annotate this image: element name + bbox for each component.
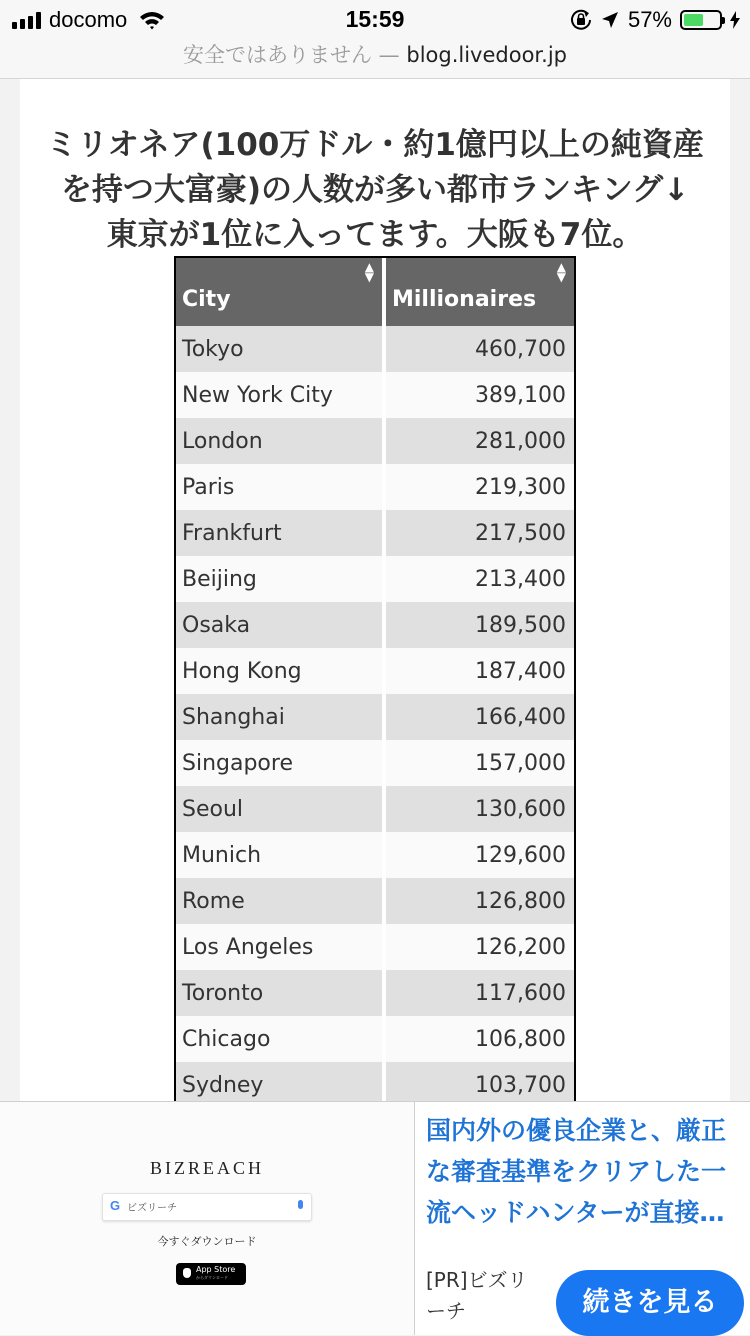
- millionaires-cell: 117,600: [384, 970, 574, 1016]
- table-row: [176, 464, 574, 510]
- heading-line: ミリオネア(100万ドル・約1億円以上の純資産: [46, 127, 704, 163]
- millionaires-cell: 219,300: [384, 464, 574, 510]
- article-heading: [30, 123, 720, 258]
- google-icon: G: [110, 1198, 121, 1213]
- table-row: [176, 510, 574, 556]
- app-store-badge[interactable]: [176, 1263, 246, 1285]
- city-cell: Rome: [176, 878, 384, 924]
- city-cell: Paris: [176, 464, 384, 510]
- app-store-label: App Store: [196, 1265, 236, 1274]
- apple-icon: [183, 1268, 191, 1278]
- table-row: [176, 924, 574, 970]
- millionaires-cell: 129,600: [384, 832, 574, 878]
- url-domain: blog.livedoor.jp: [406, 43, 567, 67]
- battery-icon: [680, 10, 722, 30]
- ad-search-text: ビズリーチ: [127, 1203, 177, 1214]
- article-content: [20, 79, 730, 1101]
- millionaires-cell: 213,400: [384, 556, 574, 602]
- city-cell: Toronto: [176, 970, 384, 1016]
- table-row: [176, 832, 574, 878]
- table-row: [176, 418, 574, 464]
- millionaires-cell: 126,800: [384, 878, 574, 924]
- microphone-icon: [298, 1200, 303, 1209]
- millionaires-cell: 126,200: [384, 924, 574, 970]
- city-cell: Los Angeles: [176, 924, 384, 970]
- millionaires-table: [174, 256, 576, 1101]
- millionaires-cell: 103,700: [384, 1062, 574, 1101]
- city-cell: London: [176, 418, 384, 464]
- millionaires-cell: 281,000: [384, 418, 574, 464]
- millionaires-cell: 166,400: [384, 694, 574, 740]
- city-cell: Chicago: [176, 1016, 384, 1062]
- city-cell: Osaka: [176, 602, 384, 648]
- table-row: [176, 372, 574, 418]
- battery-level-fill: [684, 14, 703, 26]
- city-cell: New York City: [176, 372, 384, 418]
- table-row: [176, 970, 574, 1016]
- ad-sponsor: [PR]ビズリーチ: [426, 1268, 528, 1323]
- location-arrow-icon: [600, 10, 620, 30]
- insecure-warning: 安全ではありません —: [183, 43, 400, 67]
- sort-icon[interactable]: ▲ ▼: [556, 260, 566, 284]
- battery-percentage: 57%: [627, 7, 672, 32]
- table-row: [176, 740, 574, 786]
- download-caption: 今すぐダウンロード: [157, 1235, 257, 1248]
- table-header-row: [176, 258, 574, 326]
- millionaires-cell: 130,600: [384, 786, 574, 832]
- charging-icon: [730, 11, 740, 29]
- city-cell: Hong Kong: [176, 648, 384, 694]
- url-bar[interactable]: [0, 40, 750, 79]
- heading-line: を持つ大富豪)の人数が多い都市ランキング↓: [60, 172, 690, 208]
- table-row: [176, 326, 574, 372]
- table-row: [176, 786, 574, 832]
- ad-search-box: [102, 1193, 312, 1221]
- city-cell: Sydney: [176, 1062, 384, 1101]
- column-header-millionaires[interactable]: [384, 258, 574, 326]
- table-row: [176, 648, 574, 694]
- ad-banner[interactable]: [0, 1101, 750, 1335]
- column-header-label: Millionaires: [392, 287, 537, 312]
- sort-icon[interactable]: ▲ ▼: [364, 260, 374, 284]
- table-row: [176, 694, 574, 740]
- millionaires-cell: 189,500: [384, 602, 574, 648]
- city-cell: Singapore: [176, 740, 384, 786]
- read-more-button[interactable]: 続きを見る: [556, 1270, 744, 1336]
- table-row: [176, 1062, 574, 1101]
- app-store-sublabel: からダウンロード: [196, 1275, 228, 1280]
- heading-line: 東京が1位に入ってます。大阪も7位。: [106, 217, 644, 253]
- ad-headline-link[interactable]: 国内外の優良企業と、厳正な審査基準をクリアした一流ヘッドハンターが直接…: [426, 1116, 727, 1227]
- millionaires-cell: 157,000: [384, 740, 574, 786]
- ad-image[interactable]: [0, 1102, 415, 1335]
- table-row: [176, 556, 574, 602]
- millionaires-cell: 217,500: [384, 510, 574, 556]
- table-row: [176, 878, 574, 924]
- city-cell: Seoul: [176, 786, 384, 832]
- bizreach-logo: BIZREACH: [150, 1158, 264, 1178]
- status-time: 15:59: [345, 6, 405, 32]
- millionaires-cell: 389,100: [384, 372, 574, 418]
- city-cell: Tokyo: [176, 326, 384, 372]
- status-right: [570, 7, 740, 33]
- millionaires-cell: 187,400: [384, 648, 574, 694]
- column-header-label: City: [182, 287, 231, 312]
- carrier-name: docomo: [49, 7, 128, 32]
- table-row: [176, 602, 574, 648]
- city-cell: Shanghai: [176, 694, 384, 740]
- city-cell: Frankfurt: [176, 510, 384, 556]
- status-bar: [0, 0, 750, 40]
- city-cell: Munich: [176, 832, 384, 878]
- column-header-city[interactable]: [176, 258, 384, 326]
- city-cell: Beijing: [176, 556, 384, 602]
- millionaires-cell: 106,800: [384, 1016, 574, 1062]
- orientation-lock-icon: [570, 9, 592, 31]
- millionaires-cell: 460,700: [384, 326, 574, 372]
- table-row: [176, 1016, 574, 1062]
